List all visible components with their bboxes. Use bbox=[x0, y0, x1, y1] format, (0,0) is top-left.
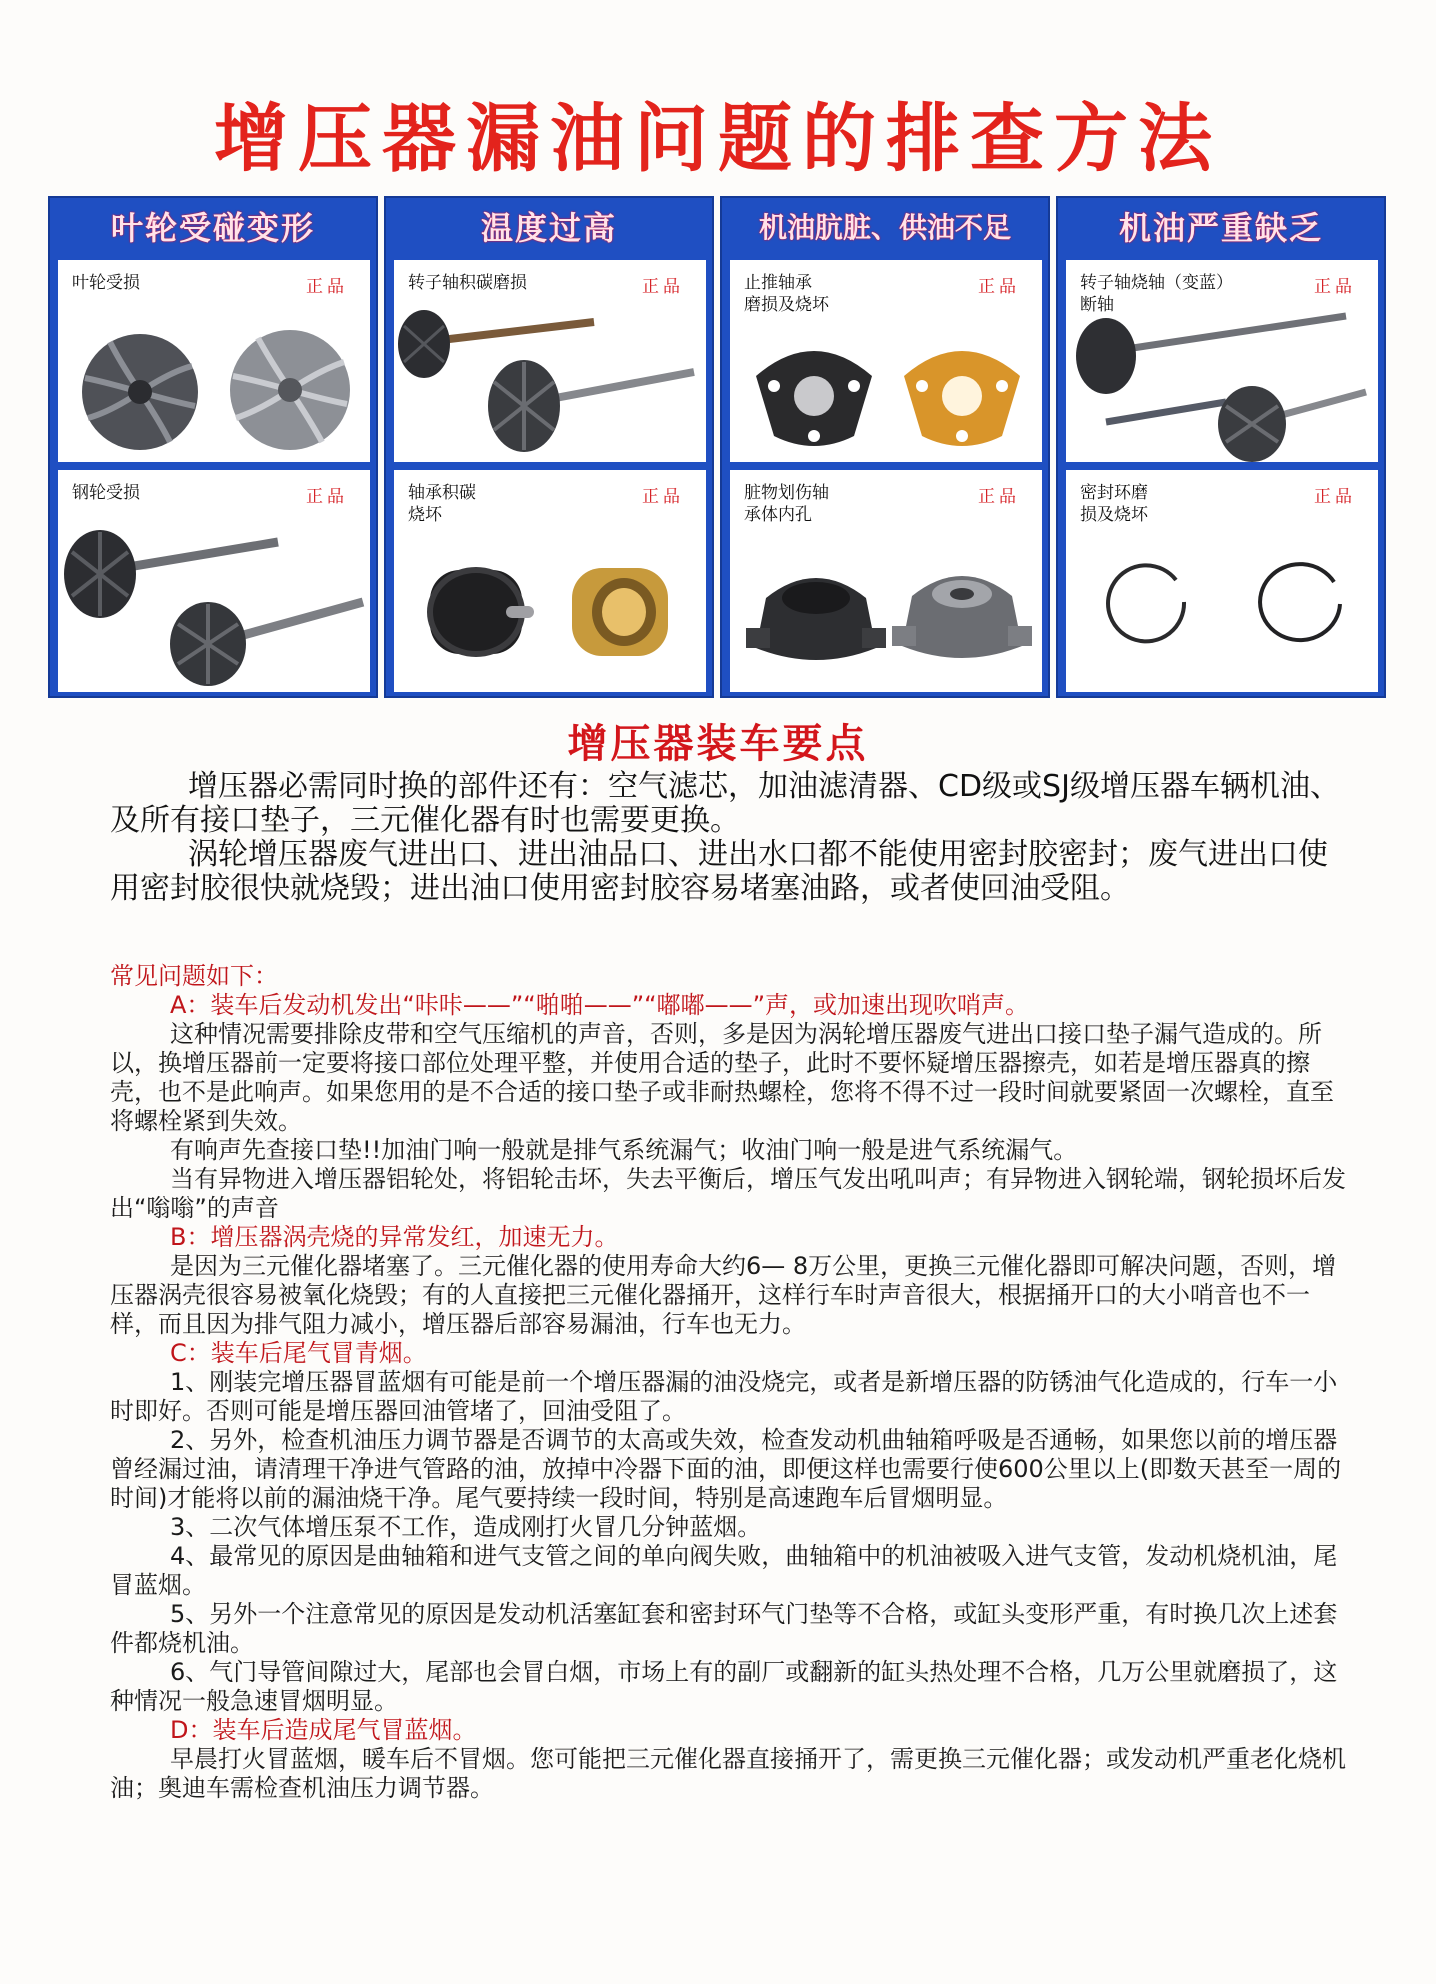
panel-overheating bbox=[384, 196, 714, 698]
genuine-badge: 正品 bbox=[306, 277, 348, 297]
cell-label: 脏物划伤轴 承体内孔 bbox=[744, 483, 829, 525]
photo-cell-carbon-worn-rotor bbox=[394, 260, 706, 462]
panel-header: 机油严重缺乏 bbox=[1118, 209, 1323, 247]
photo-cell-bearing-housing bbox=[730, 470, 1042, 692]
impeller-comparison-photo bbox=[58, 312, 370, 462]
photo-cell-thrust-bearing bbox=[730, 260, 1042, 462]
genuine-rotor-graphic bbox=[488, 360, 694, 452]
faq-question: D：装车后造成尾气冒蓝烟。 bbox=[170, 1716, 477, 1744]
faq-answer: 3、二次气体增压泵不工作，造成刚打火冒几分钟蓝烟。 bbox=[170, 1513, 762, 1541]
faq-question: B：增压器涡壳烧的异常发红，加速无力。 bbox=[170, 1223, 619, 1251]
bearing-housing-comparison-photo bbox=[730, 532, 1042, 692]
genuine-badge: 正品 bbox=[978, 277, 1020, 297]
genuine-badge: 正品 bbox=[1314, 277, 1356, 297]
genuine-seal-ring-graphic bbox=[1260, 564, 1340, 640]
worn-thrust-bearing-graphic bbox=[756, 351, 872, 446]
faq-section bbox=[110, 962, 1350, 1803]
thrust-bearing-comparison-photo bbox=[730, 322, 1042, 462]
seal-ring-comparison-photo bbox=[1066, 532, 1378, 692]
genuine-bearing-graphic bbox=[572, 568, 668, 656]
bearing-comparison-photo bbox=[394, 532, 706, 692]
genuine-housing-graphic bbox=[892, 576, 1032, 658]
cell-label: 密封环磨 损及烧坏 bbox=[1080, 483, 1148, 525]
genuine-shaft-graphic bbox=[170, 602, 363, 686]
intro-paragraph: 增压器必需同时换的部件还有：空气滤芯，加油滤清器、CD级或SJ级增压器车辆机油、及所有接口垫子，三元催化器有时也需要更换。 bbox=[110, 769, 1340, 838]
diagnosis-panels bbox=[48, 196, 1388, 698]
faq-question: A：装车后发动机发出“咔咔——”“啪啪——”“嘟嘟——”声，或加速出现吹哨声。 bbox=[170, 991, 1030, 1019]
genuine-badge: 正品 bbox=[642, 487, 684, 507]
cell-label: 轴承积碳 烧坏 bbox=[408, 483, 476, 525]
intro-text bbox=[110, 770, 1340, 906]
cell-label: 叶轮受损 bbox=[72, 273, 140, 293]
cell-label: 钢轮受损 bbox=[72, 483, 140, 503]
genuine-impeller-graphic bbox=[230, 330, 350, 450]
faq-answer: 5、另外一个注意常见的原因是发动机活塞缸套和密封环气门垫等不合格，或缸头变形严重，有时换几次上述套件都烧机油。 bbox=[110, 1600, 1338, 1657]
intro-paragraph: 涡轮增压器废气进出口、进出油品口、进出水口都不能使用密封胶密封；废气进出口使用密封胶很快就烧毁；进出油口使用密封胶容易堵塞油路，或者使回油受阻。 bbox=[110, 837, 1328, 906]
panel-header: 叶轮受碰变形 bbox=[110, 209, 315, 247]
worn-seal-ring-graphic bbox=[1108, 565, 1184, 641]
damaged-impeller-graphic bbox=[82, 334, 198, 450]
cell-label: 转子轴积碳磨损 bbox=[408, 273, 527, 293]
burnt-bearing-graphic bbox=[430, 570, 534, 654]
photo-cell-damaged-impeller bbox=[58, 260, 370, 462]
panel-header: 温度过高 bbox=[480, 209, 617, 247]
faq-answer: 早晨打火冒蓝烟，暖车后不冒烟。您可能把三元催化器直接捅开了，需更换三元催化器；或发动机严重老化烧机油；奥迪车需检查机油压力调节器。 bbox=[110, 1745, 1346, 1802]
genuine-thrust-bearing-graphic bbox=[904, 351, 1020, 446]
genuine-badge: 正品 bbox=[642, 277, 684, 297]
rotor-shaft-comparison-photo bbox=[394, 302, 706, 462]
faq-heading: 常见问题如下： bbox=[110, 962, 278, 990]
faq-answer: 是因为三元催化器堵塞了。三元催化器的使用寿命大约6— 8万公里，更换三元催化器即可解决问题，否则，增压器涡壳很容易被氧化烧毁；有的人直接把三元催化器捅开，这样行车时声音很大，根据捅开口的大小哨音也不一样，而且因为排气阻力减小，增压器后部容易漏油，行车也无力。 bbox=[110, 1252, 1337, 1338]
panel-impeller-damage bbox=[48, 196, 378, 698]
scratched-housing-graphic bbox=[746, 578, 886, 660]
turbine-shaft-comparison-photo bbox=[58, 512, 370, 692]
page-title: 增压器漏油问题的排查方法 bbox=[214, 96, 1222, 182]
broken-shaft-comparison-photo bbox=[1066, 312, 1378, 462]
section-subtitle: 增压器装车要点 bbox=[567, 721, 869, 767]
faq-answer: 这种情况需要排除皮带和空气压缩机的声音，否则，多是因为涡轮增压器废气进出口接口垫子漏气造成的。所以，换增压器前一定要将接口部位处理平整，并使用合适的垫子，此时不要怀疑增压器擦壳，如若是增压器真的擦壳，也不是此响声。如果您用的是不合适的接口垫子或非耐热螺栓，您将不得不过一段时间就要紧固一次螺栓，直至将螺栓紧到失效。 bbox=[110, 1020, 1334, 1135]
photo-cell-burnt-shaft bbox=[1066, 260, 1378, 462]
photo-cell-seal-ring bbox=[1066, 470, 1378, 692]
faq-question: C：装车后尾气冒青烟。 bbox=[170, 1339, 427, 1367]
genuine-badge: 正品 bbox=[306, 487, 348, 507]
damaged-shaft-graphic bbox=[64, 530, 278, 618]
faq-answer: 有响声先查接口垫!!加油门响一般就是排气系统漏气；收油门响一般是进气系统漏气。 bbox=[170, 1136, 1078, 1164]
faq-answer: 2、另外，检查机油压力调节器是否调节的太高或失效，检查发动机曲轴箱呼吸是否通畅，如果您以前的增压器曾经漏过油，请清理干净进气管路的油，放掉中冷器下面的油，即便这样也需要行使600公里以上(即数天甚至一周的时间)才能将以前的漏油烧干净。尾气要持续一段时间，特别是高速跑车后冒烟明显。 bbox=[110, 1426, 1342, 1512]
genuine-badge: 正品 bbox=[1314, 487, 1356, 507]
panel-dirty-oil bbox=[720, 196, 1050, 698]
photo-cell-damaged-turbine-wheel bbox=[58, 470, 370, 692]
photo-cell-burnt-bearing bbox=[394, 470, 706, 692]
cell-label: 止推轴承 磨损及烧坏 bbox=[744, 273, 829, 315]
cell-label: 转子轴烧轴（变蓝） 断轴 bbox=[1080, 273, 1233, 315]
genuine-shaft-graphic bbox=[1218, 386, 1366, 462]
genuine-badge: 正品 bbox=[978, 487, 1020, 507]
faq-answer: 4、最常见的原因是曲轴箱和进气支管之间的单向阀失败，曲轴箱中的机油被吸入进气支管，发动机烧机油，尾冒蓝烟。 bbox=[110, 1542, 1338, 1599]
panel-oil-shortage bbox=[1056, 196, 1386, 698]
faq-answer: 6、气门导管间隙过大，尾部也会冒白烟，市场上有的副厂或翻新的缸头热处理不合格，几万公里就磨损了，这种情况一般急速冒烟明显。 bbox=[110, 1658, 1338, 1715]
faq-answer: 当有异物进入增压器铝轮处，将铝轮击坏，失去平衡后，增压气发出吼叫声；有异物进入钢轮端，钢轮损坏后发出“嗡嗡”的声音 bbox=[110, 1165, 1346, 1222]
worn-rotor-graphic bbox=[398, 310, 594, 378]
faq-answer: 1、刚装完增压器冒蓝烟有可能是前一个增压器漏的油没烧完，或者是新增压器的防锈油气化造成的，行车一小时即好。否则可能是增压器回油管堵了，回油受阻了。 bbox=[110, 1368, 1338, 1425]
panel-header: 机油肮脏、供油不足 bbox=[758, 211, 1011, 244]
